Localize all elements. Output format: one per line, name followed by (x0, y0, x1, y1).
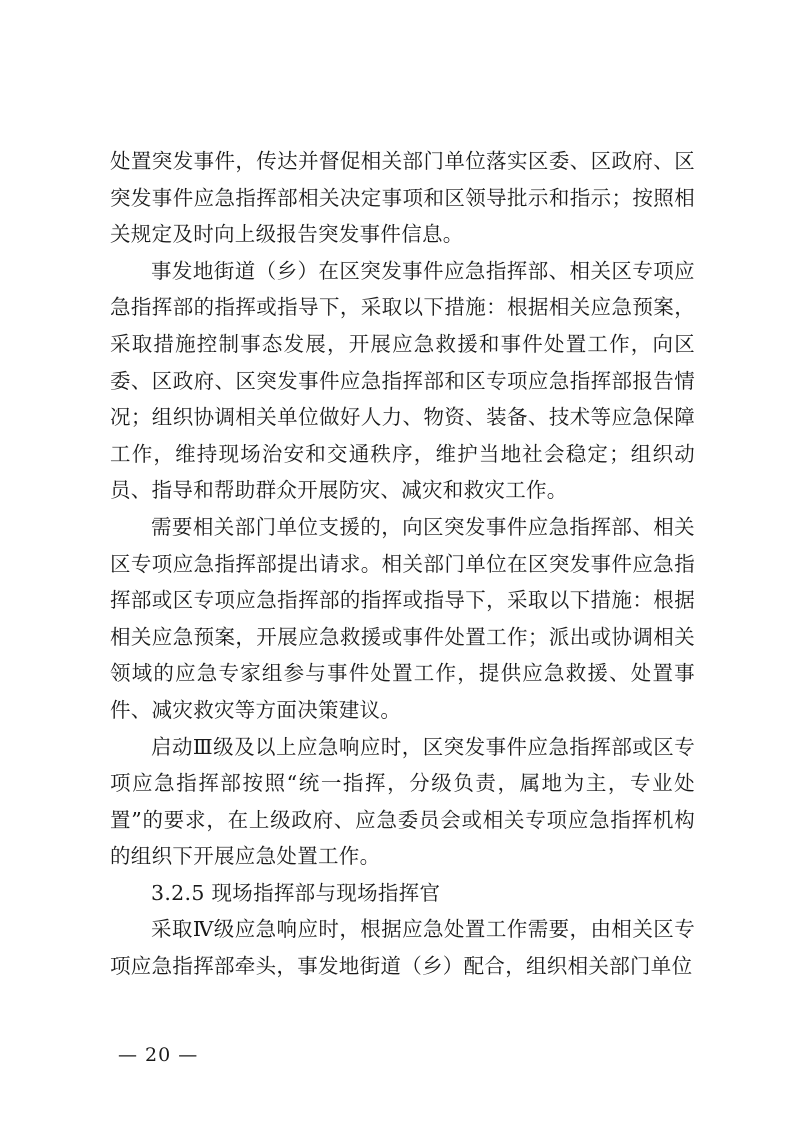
paragraph-level-three-response: 启动Ⅲ级及以上应急响应时，区突发事件应急指挥部或区专项应急指挥部按照“统一指挥，分级负责，属地为主，专业处置”的要求，在上级政府、应急委员会或相关专项应急指挥机构的组织下开展应急处置工作。 (110, 734, 695, 869)
paragraph-continuation: 处置突发事件，传达并督促相关部门单位落实区委、区政府、区突发事件应急指挥部相关决定事项和区领导批示和指示；按照相关规定及时向上级报告突发事件信息。 (110, 149, 695, 247)
section-heading: 3.2.5 现场指挥部与现场指挥官 (151, 880, 441, 905)
paragraph-subdistrict-measures: 事发地街道（乡）在区突发事件应急指挥部、相关区专项应急指挥部的指挥或指导下，采取以下措施：根据相关应急预案，采取措施控制事态发展，开展应急救援和事件处置工作，向区委、区政府、区突发事件应急指挥部和区专项应急指挥部报告情况；组织协调相关单位做好人力、物资、装备、技术等应急保障工作，维持现场治安和交通秩序，维护当地社会稳定；组织动员、指导和帮助群众开展防灾、减灾和救灾工作。 (110, 258, 695, 503)
paragraph-department-support: 需要相关部门单位支援的，向区突发事件应急指挥部、相关区专项应急指挥部提出请求。相关部门单位在区突发事件应急指挥部或区专项应急指挥部的指挥或指导下，采取以下措施：根据相关应急预案，开展应急救援或事件处置工作；派出或协调相关领域的应急专家组参与事件处置工作，提供应急救援、处置事件、减灾救灾等方面决策建议。 (110, 514, 695, 722)
page-number: — 20 — (118, 1044, 199, 1066)
paragraph-level-four-response: 采取Ⅳ级应急响应时，根据应急处置工作需要，由相关区专项应急指挥部牵头，事发地街道（乡）配合，组织相关部门单位 (110, 917, 695, 979)
document-body (110, 143, 695, 985)
